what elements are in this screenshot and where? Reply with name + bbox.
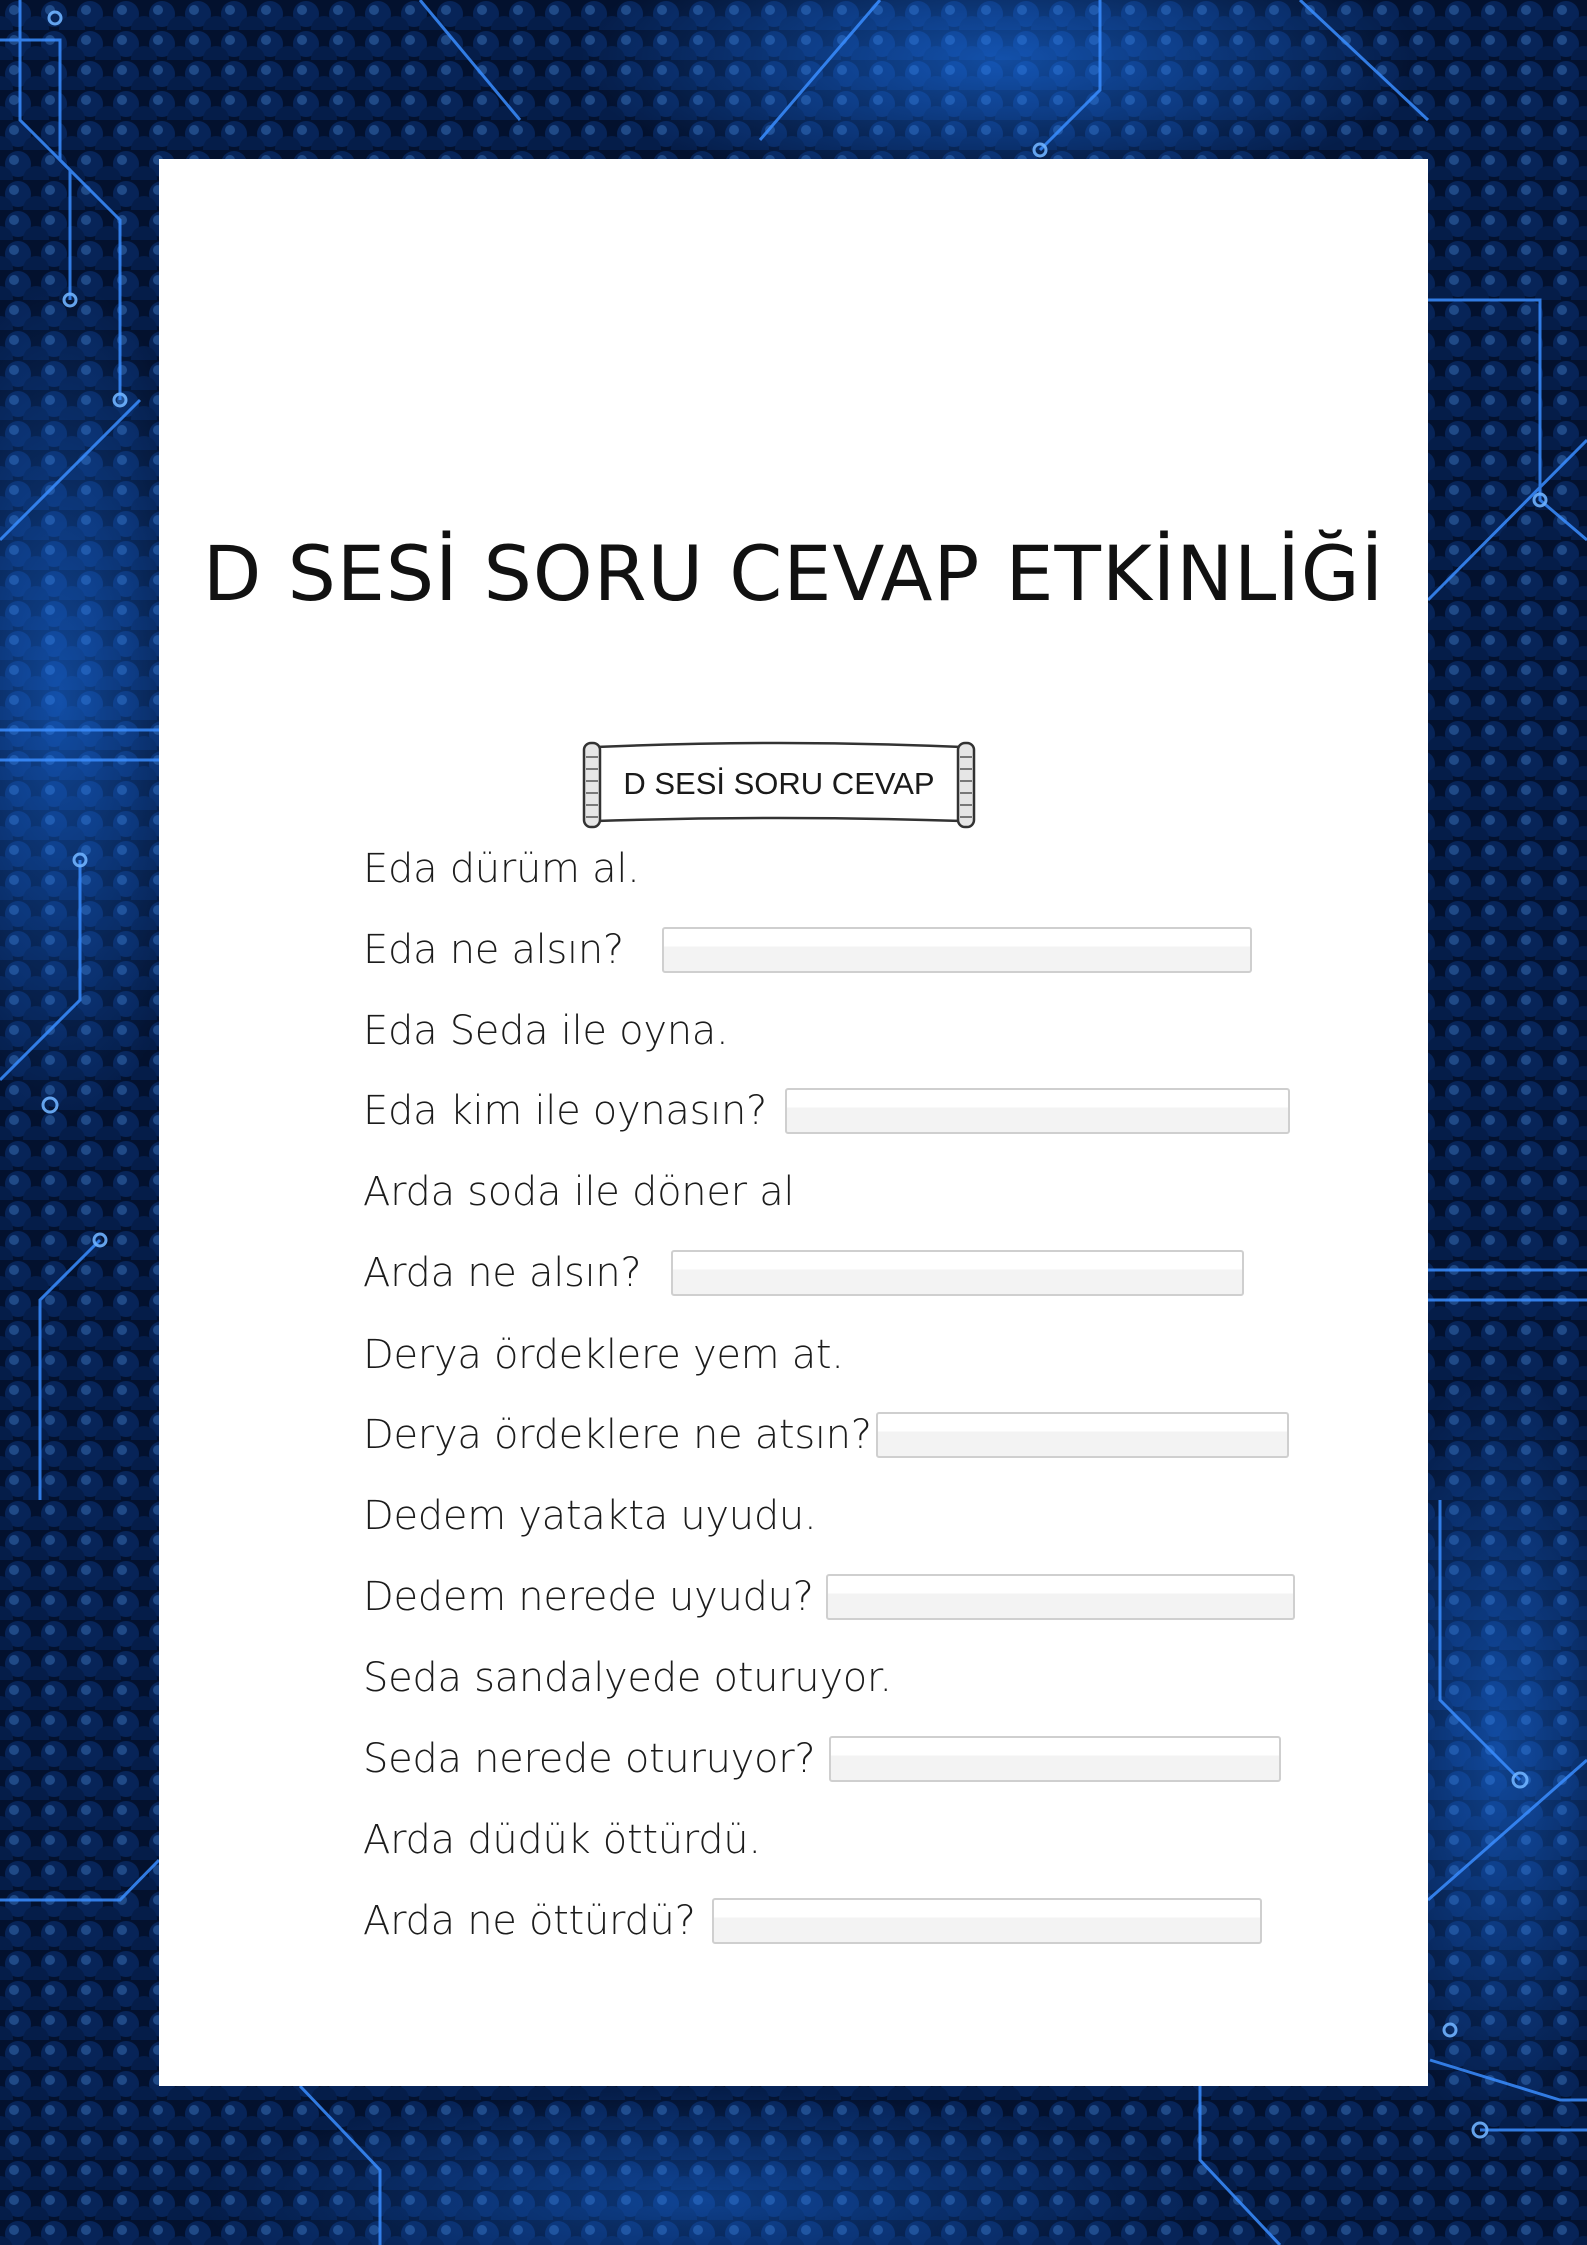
question-row bbox=[363, 1081, 1290, 1141]
answer-input[interactable] bbox=[671, 1250, 1244, 1296]
sentence-text: Arda düdük öttürdü. bbox=[363, 1817, 761, 1863]
banner-label: D SESİ SORU CEVAP bbox=[623, 766, 935, 801]
answer-input[interactable] bbox=[662, 927, 1252, 973]
answer-input[interactable] bbox=[826, 1574, 1295, 1620]
question-text: Eda kim ile oynasın? bbox=[363, 1088, 767, 1134]
question-row bbox=[363, 1729, 1281, 1789]
question-row bbox=[363, 1891, 1262, 1951]
question-text: Eda ne alsın? bbox=[363, 927, 624, 973]
question-text: Arda ne öttürdü? bbox=[363, 1898, 696, 1944]
answer-input[interactable] bbox=[712, 1898, 1262, 1944]
sentence-row bbox=[363, 1162, 794, 1222]
answer-input[interactable] bbox=[876, 1412, 1289, 1458]
page-title: D SESİ SORU CEVAP ETKİNLİĞİ bbox=[202, 529, 1385, 618]
question-row bbox=[363, 1405, 1289, 1465]
answer-input[interactable] bbox=[785, 1088, 1290, 1134]
sentence-text: Eda Seda ile oyna. bbox=[363, 1008, 729, 1054]
sentence-text: Seda sandalyede oturuyor. bbox=[363, 1655, 892, 1701]
question-text: Seda nerede oturuyor? bbox=[363, 1736, 816, 1782]
sentence-row bbox=[363, 1001, 728, 1061]
question-text: Arda ne alsın? bbox=[363, 1250, 642, 1296]
sentence-row bbox=[363, 839, 640, 899]
sentence-text: Dedem yatakta uyudu. bbox=[363, 1493, 817, 1539]
question-text: Dedem nerede uyudu? bbox=[363, 1574, 814, 1620]
sentence-row bbox=[363, 1486, 816, 1546]
answer-input[interactable] bbox=[829, 1736, 1281, 1782]
sentence-text: Eda dürüm al. bbox=[363, 846, 640, 892]
sentence-row bbox=[363, 1325, 844, 1385]
question-row bbox=[363, 1567, 1295, 1627]
sentence-text: Arda soda ile döner al bbox=[363, 1169, 795, 1215]
sentence-text: Derya ördeklere yem at. bbox=[363, 1332, 844, 1378]
sentence-row bbox=[363, 1810, 761, 1870]
worksheet-page bbox=[159, 159, 1428, 2086]
question-row bbox=[363, 1243, 1244, 1303]
scroll-banner bbox=[576, 737, 982, 831]
question-text: Derya ördeklere ne atsın? bbox=[363, 1412, 872, 1458]
sentence-row bbox=[363, 1648, 892, 1708]
question-row bbox=[363, 920, 1252, 980]
